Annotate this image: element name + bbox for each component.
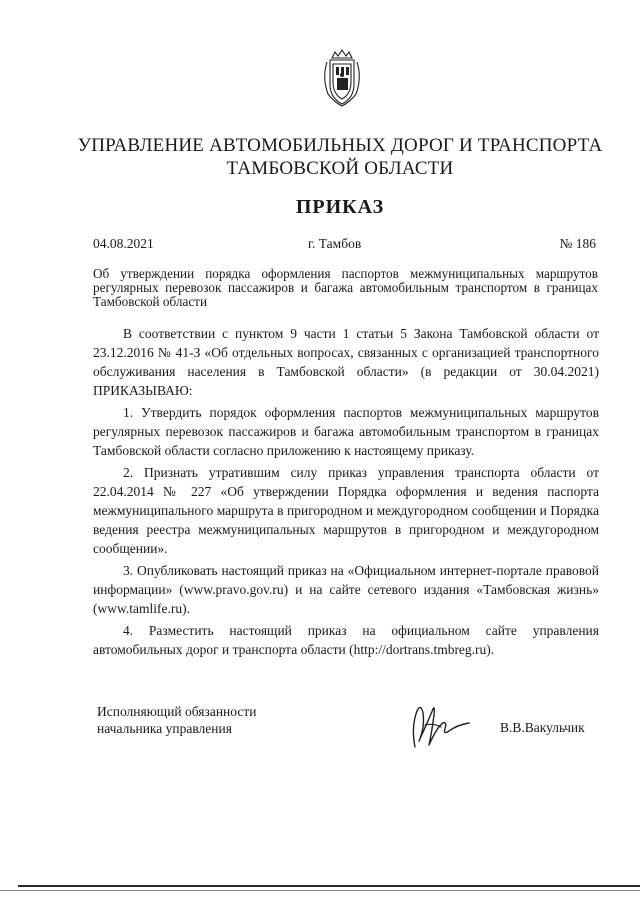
order-item-2: 2. Признать утратившим силу приказ управления транспорта области от 22.04.2014 № 227 «Об утверждении Порядка оформления и ведения паспорта межмуниципального маршрута в пригородном и междугородном сообщении и Порядка ведения реестра межмуниципальных маршрутов в пригородном и междугородном сообщении». bbox=[93, 465, 599, 556]
document-meta bbox=[93, 236, 596, 254]
signer-position-line1: Исполняющий обязанности bbox=[97, 704, 257, 719]
page-bottom-edge bbox=[18, 885, 640, 887]
document-date: 04.08.2021 bbox=[93, 236, 154, 251]
organization-name-line2: ТАМБОВСКОЙ ОБЛАСТИ bbox=[226, 158, 454, 179]
signer-position-line2: начальника управления bbox=[97, 721, 232, 736]
document-type-title: ПРИКАЗ bbox=[295, 196, 385, 218]
handwritten-signature-icon bbox=[403, 697, 473, 755]
document-subject: Об утверждении порядка оформления паспортов межмуниципальных маршрутов регулярных перевозок пассажиров и багажа автомобильным транспортом в границах Тамбовской области bbox=[93, 266, 598, 309]
preamble-paragraph: В соответствии с пунктом 9 части 1 статьи 5 Закона Тамбовской области от 23.12.2016 № 41-З «Об отдельных вопросах, связанных с организацией транспортного обслуживания населения в Тамбовской области» (в редакции от 30.04.2021) ПРИКАЗЫВАЮ: bbox=[93, 326, 599, 398]
signer-position bbox=[97, 703, 256, 737]
document-number: № 186 bbox=[559, 236, 596, 251]
order-item-1: 1. Утвердить порядок оформления паспортов межмуниципальных маршрутов регулярных перевозок пассажиров и багажа автомобильным транспортом в границах Тамбовской области согласно приложению к настоящему приказу. bbox=[93, 405, 599, 458]
signer-name: В.В.Вакульчик bbox=[500, 720, 585, 735]
organization-name-line1: УПРАВЛЕНИЕ АВТОМОБИЛЬНЫХ ДОРОГ И ТРАНСПОРТА bbox=[77, 135, 603, 156]
coat-of-arms-icon bbox=[318, 48, 366, 108]
order-item-4: 4. Разместить настоящий приказ на официальном сайте управления автомобильных дорог и транспорта области (http://dortrans.tmbreg.ru). bbox=[93, 623, 599, 657]
document-body bbox=[93, 324, 599, 662]
order-item-3: 3. Опубликовать настоящий приказ на «Официальном интернет-портале правовой информации» (www.pravo.gov.ru) и на сайте сетевого издания «Тамбовская жизнь» (www.tamlife.ru). bbox=[93, 563, 599, 616]
page-bottom-edge-shadow bbox=[0, 890, 640, 891]
document-city: г. Тамбов bbox=[308, 236, 362, 251]
organization-name bbox=[40, 134, 640, 180]
